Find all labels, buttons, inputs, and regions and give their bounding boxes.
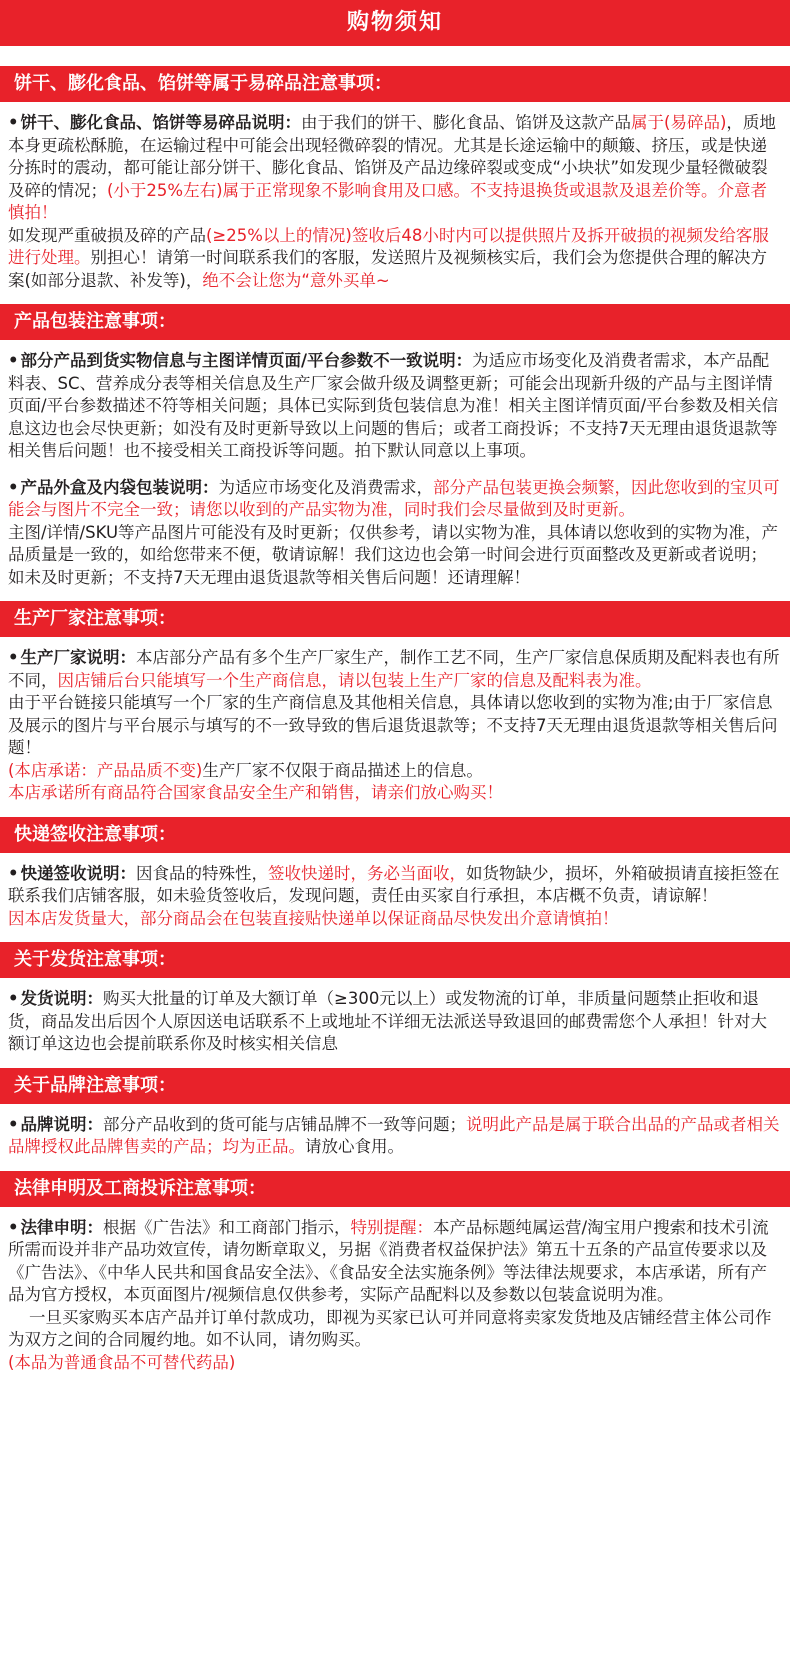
notice-paragraph	[8, 647, 782, 692]
notice-paragraph	[8, 477, 782, 522]
section-body	[0, 1207, 790, 1387]
section-body	[0, 1104, 790, 1171]
body-text: 主图/详情/SKU等产品图片可能没有及时更新；仅供参考，请以实物为准，具体请以您收到的实物为准，产品质量是一致的，如给您带来不便，敬请谅解！我们这边也会第一时间会进行页面整改及更新或者说明；如未及时更新；不支持7天无理由退货退款等相关售后问题！还请理解！	[8, 522, 779, 587]
section-body	[0, 340, 790, 601]
notice-paragraph	[8, 908, 782, 931]
section-body	[0, 102, 790, 304]
bullet-icon: •	[8, 989, 19, 1008]
notice-paragraph	[8, 225, 782, 293]
item-lead-label: 部分产品到货实物信息与主图详情页面/平台参数不一致说明：	[20, 351, 473, 370]
item-lead-label: 饼干、膨化食品、馅饼等易碎品说明：	[20, 113, 302, 132]
notice-paragraph	[8, 782, 782, 805]
section-body	[0, 637, 790, 817]
item-lead-label: 发货说明：	[20, 989, 104, 1008]
bullet-icon: •	[8, 863, 19, 883]
notice-paragraph	[8, 1114, 782, 1159]
body-text: 本店部分产品有多个生产厂家生产，制作工艺不同，生产厂家信息保质期及配料表也有所不同，	[8, 648, 780, 690]
highlight-text: (本店承诺：产品品质不变)	[8, 760, 203, 780]
highlight-text: (≥25%以上的情况)签收后48小时内可以提供照片及拆开破损的视频发给客服进行处理。	[8, 225, 769, 267]
item-lead-label: 品牌说明：	[20, 1114, 104, 1134]
notice-sections	[0, 66, 790, 1386]
bullet-icon: •	[8, 1217, 19, 1237]
section-header: 法律申明及工商投诉注意事项：	[0, 1171, 790, 1207]
body-text: 根据《广告法》和工商部门指示，	[103, 1217, 351, 1237]
body-text: 请放心食用。	[305, 1137, 404, 1156]
body-text: 由于平台链接只能填写一个厂家的生产商信息及其他相关信息，具体请以您收到的实物为准;由于厂家信息及展示的图片与平台展示与填写的不一致导致的售后退货退款等；不支持7天无理由退货退款等相关售后问题！	[8, 693, 778, 757]
section-header: 产品包装注意事项：	[0, 304, 790, 340]
body-text: 为适应市场变化及消费需求，	[218, 477, 434, 497]
highlight-text: 因店铺后台只能填写一个生产商信息，请以包装上生产厂家的信息及配料表为准。	[57, 670, 652, 690]
body-text: 生产厂家不仅限于商品描述上的信息。	[202, 760, 483, 780]
highlight-text: 绝不会让您为“意外买单~	[202, 270, 390, 290]
page-title: 购物须知	[0, 0, 790, 46]
notice-paragraph	[8, 863, 782, 908]
body-text: 如货物缺少，损坏，外箱破损请直接拒签在联系我们店铺客服，如未验货签收后，发现问题，责任由买家自行承担，本店概不负责，请谅解！	[8, 863, 780, 905]
notice-paragraph	[8, 350, 782, 463]
item-lead-label: 生产厂家说明：	[20, 648, 137, 667]
section-header: 关于发货注意事项：	[0, 942, 790, 978]
bullet-icon: •	[8, 113, 19, 132]
highlight-text: 特别提醒：	[350, 1217, 434, 1237]
section-body	[0, 853, 790, 943]
body-text: 本产品标题纯属运营/淘宝用户搜索和技术引流所需而设并非产品功效宣传，请勿断章取义，另据《消费者权益保护法》第五十五条的产品宣传要求以及《广告法》、《中华人民共和国食品安全法》、《食品安全法实施条例》等法律法规要求，本店承诺，所有产品为官方授权，本页面图片/视频信息仅供参考，实际产品配料以及参数以包装盒说明为准。	[8, 1217, 769, 1304]
body-text: 为适应市场变化及消费者需求，本产品配料表、SC、营养成分表等相关信息及生产厂家会做升级及调整更新；可能会出现新升级的产品与主图详情页面/平台参数描述不符等相关问题；具体已实际到货包装信息为准！相关主图详情页面/平台参数及相关信息这边也会尽快更新；如没有及时更新导致以上问题的售后；或者工商投诉；不支持7天无理由退货退款等相关售后问题！也不接受相关工商投诉等问题。拍下默认同意以上事项。	[8, 351, 779, 460]
bullet-icon: •	[8, 648, 19, 667]
body-text: 因食品的特殊性，	[136, 863, 269, 883]
item-lead-label: 快递签收说明：	[20, 863, 137, 883]
section-header: 饼干、膨化食品、馅饼等属于易碎品注意事项：	[0, 66, 790, 102]
item-lead-label: 产品外盒及内袋包装说明：	[20, 477, 219, 497]
bullet-icon: •	[8, 477, 19, 497]
item-lead-label: 法律申明：	[20, 1217, 104, 1237]
body-text: ，质地本身更疏松酥脆，在运输过程中可能会出现轻微碎裂的情况。尤其是长途运输中的颠簸、挤压，或是快递分拣时的震动，都可能让部分饼干、膨化食品、馅饼及产品边缘碎裂或变成“小块状”如发现少量轻微破裂及碎的情况；	[8, 113, 776, 200]
highlight-text: 本店承诺所有商品符合国家食品安全生产和销售，请亲们放心购买！	[8, 783, 503, 802]
body-text: 别担心！请第一时间联系我们的客服，发送照片及视频核实后，我们会为您提供合理的解决方案(如部分退款、补发等)，	[8, 248, 767, 290]
highlight-text: 属于(易碎品)	[631, 113, 727, 132]
notice-paragraph	[8, 112, 782, 225]
highlight-text: (本品为普通食品不可替代药品)	[8, 1352, 236, 1372]
section-header: 快递签收注意事项：	[0, 817, 790, 853]
notice-paragraph	[8, 1352, 782, 1375]
body-text: 一旦买家购买本店产品并订单付款成功，即视为买家已认可并同意将卖家发货地及店铺经营主体公司作为双方之间的合同履约地。如不认同，请勿购买。	[8, 1307, 772, 1349]
body-text: 由于我们的饼干、膨化食品、馅饼及这款产品	[301, 113, 632, 132]
bullet-icon: •	[8, 351, 19, 370]
highlight-text: 说明此产品是属于联合出品的产品或者相关品牌授权此品牌售卖的产品；均为正品。	[8, 1114, 780, 1156]
body-text: 如发现严重破损及碎的产品	[8, 225, 206, 245]
highlight-text: 因本店发货量大，部分商品会在包装直接贴快递单以保证商品尽快发出介意请慎拍！	[8, 908, 619, 928]
body-text: 部分产品收到的货可能与店铺品牌不一致等问题；	[103, 1114, 467, 1134]
highlight-text: 部分产品包装更换会频繁，因此您收到的宝贝可能会与图片不完全一致；请您以收到的产品实物为准，同时我们会尽量做到及时更新。	[8, 477, 780, 519]
highlight-text: (小于25%左右)属于正常现象不影响食用及口感。不支持退换货或退款及退差价等。介意者慎拍！	[8, 180, 768, 222]
notice-paragraph	[8, 988, 782, 1056]
section-header: 生产厂家注意事项：	[0, 601, 790, 637]
section-header: 关于品牌注意事项：	[0, 1068, 790, 1104]
notice-paragraph	[8, 1307, 782, 1352]
notice-paragraph	[8, 692, 782, 760]
body-text: 购买大批量的订单及大额订单（≥300元以上）或发物流的订单，非质量问题禁止拒收和退货，商品发出后因个人原因送电话联系不上或地址不详细无法派送导致退回的邮费需您个人承担！针对大额订单这边也会提前联系你及时核实相关信息	[8, 989, 767, 1053]
highlight-text: 签收快递时，务必当面收，	[268, 863, 467, 883]
notice-paragraph	[8, 760, 782, 783]
notice-paragraph	[8, 522, 782, 590]
section-body	[0, 978, 790, 1068]
bullet-icon: •	[8, 1114, 19, 1134]
notice-paragraph	[8, 1217, 782, 1307]
